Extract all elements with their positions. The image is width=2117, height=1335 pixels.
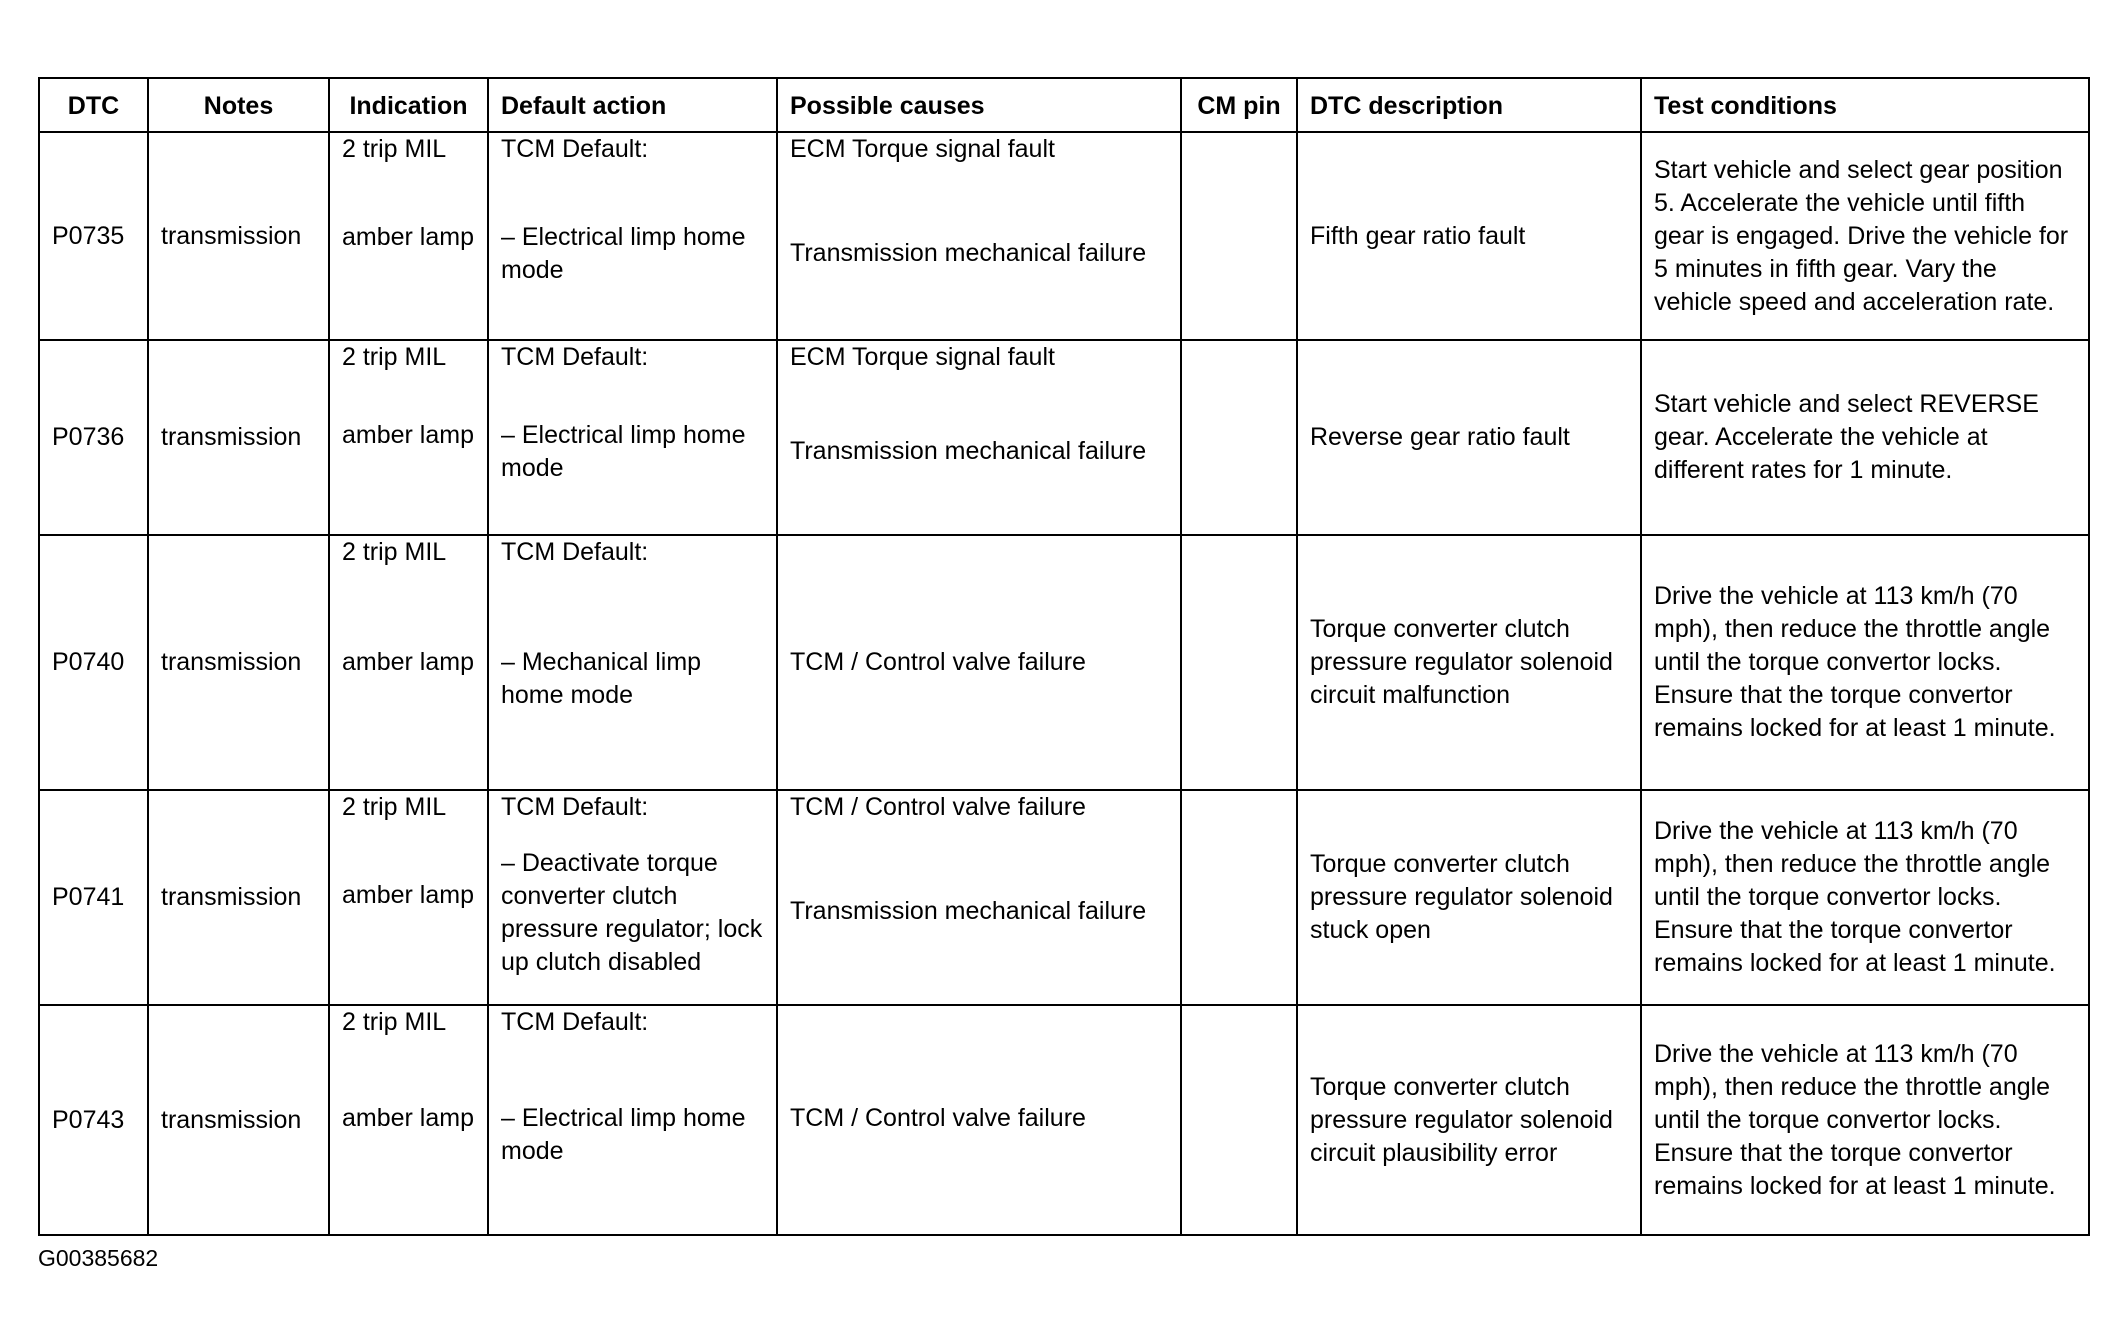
default-action-cell	[488, 1005, 777, 1235]
default-action-cell	[488, 340, 777, 535]
possible-causes-cell	[777, 132, 1181, 340]
dtc-description-cell: Torque converter clutch pressure regulator solenoid circuit plausibility error	[1297, 1005, 1641, 1235]
header-possible-causes: Possible causes	[777, 78, 1181, 132]
cause-bottom: Transmission mechanical failure	[790, 239, 1147, 267]
cm-pin-cell	[1181, 132, 1297, 340]
indication-cell	[329, 790, 488, 1005]
indication-bottom: amber lamp	[342, 881, 474, 909]
default-action-top: TCM Default:	[501, 1008, 649, 1036]
indication-top: 2 trip MIL	[342, 343, 447, 371]
table-row	[39, 132, 2089, 340]
test-conditions-cell: Start vehicle and select REVERSE gear. Accelerate the vehicle at different rates for 1 minute.	[1641, 340, 2089, 535]
cause-bottom: TCM / Control valve failure	[790, 1104, 1086, 1132]
header-default-action: Default action	[488, 78, 777, 132]
default-action-cell	[488, 132, 777, 340]
default-action-top: TCM Default:	[501, 343, 649, 371]
test-conditions-cell: Drive the vehicle at 113 km/h (70 mph), then reduce the throttle angle until the torque convertor locks. Ensure that the torque convertor remains locked for at least 1 minute.	[1641, 790, 2089, 1005]
default-action-bottom: – Electrical limp home mode	[501, 1104, 746, 1165]
header-cm-pin: CM pin	[1181, 78, 1297, 132]
dtc-description-cell: Fifth gear ratio fault	[1297, 132, 1641, 340]
dtc-description-cell: Reverse gear ratio fault	[1297, 340, 1641, 535]
possible-causes-cell	[777, 790, 1181, 1005]
default-action-bottom: – Electrical limp home mode	[501, 421, 746, 482]
dtc-code: P0741	[39, 790, 148, 1005]
header-row	[39, 78, 2089, 132]
dtc-description-cell: Torque converter clutch pressure regulator solenoid circuit malfunction	[1297, 535, 1641, 790]
dtc-code: P0743	[39, 1005, 148, 1235]
indication-top: 2 trip MIL	[342, 1008, 447, 1036]
cm-pin-cell	[1181, 1005, 1297, 1235]
header-dtc: DTC	[39, 78, 148, 132]
indication-bottom: amber lamp	[342, 1104, 474, 1132]
header-test-conditions: Test conditions	[1641, 78, 2089, 132]
default-action-top: TCM Default:	[501, 793, 649, 821]
header-dtc-description: DTC description	[1297, 78, 1641, 132]
possible-causes-cell	[777, 1005, 1181, 1235]
cause-bottom: Transmission mechanical failure	[790, 437, 1147, 465]
figure-id-caption: G00385682	[38, 1245, 159, 1271]
indication-cell	[329, 1005, 488, 1235]
test-conditions-cell: Drive the vehicle at 113 km/h (70 mph), then reduce the throttle angle until the torque convertor locks. Ensure that the torque convertor remains locked for at least 1 minute.	[1641, 1005, 2089, 1235]
header-indication: Indication	[329, 78, 488, 132]
dtc-code: P0735	[39, 132, 148, 340]
table-row	[39, 1005, 2089, 1235]
cm-pin-cell	[1181, 340, 1297, 535]
default-action-bottom: – Electrical limp home mode	[501, 223, 746, 284]
indication-top: 2 trip MIL	[342, 135, 447, 163]
default-action-top: TCM Default:	[501, 135, 649, 163]
indication-bottom: amber lamp	[342, 421, 474, 449]
table-row	[39, 790, 2089, 1005]
cause-top: ECM Torque signal fault	[790, 135, 1055, 163]
test-conditions-cell: Drive the vehicle at 113 km/h (70 mph), then reduce the throttle angle until the torque convertor locks. Ensure that the torque convertor remains locked for at least 1 minute.	[1641, 535, 2089, 790]
indication-bottom: amber lamp	[342, 648, 474, 676]
possible-causes-cell	[777, 535, 1181, 790]
notes-cell: transmission	[148, 132, 329, 340]
cm-pin-cell	[1181, 790, 1297, 1005]
default-action-bottom: – Mechanical limp home mode	[501, 648, 702, 709]
cm-pin-cell	[1181, 535, 1297, 790]
table-row	[39, 535, 2089, 790]
header-notes: Notes	[148, 78, 329, 132]
indication-cell	[329, 340, 488, 535]
notes-cell: transmission	[148, 790, 329, 1005]
cause-top: ECM Torque signal fault	[790, 343, 1055, 371]
cause-bottom: Transmission mechanical failure	[790, 897, 1147, 925]
notes-cell: transmission	[148, 340, 329, 535]
notes-cell: transmission	[148, 1005, 329, 1235]
indication-bottom: amber lamp	[342, 223, 474, 251]
default-action-cell	[488, 790, 777, 1005]
default-action-top: TCM Default:	[501, 538, 649, 566]
indication-top: 2 trip MIL	[342, 538, 447, 566]
dtc-table	[38, 77, 2090, 1236]
cause-bottom: TCM / Control valve failure	[790, 648, 1086, 676]
dtc-description-cell: Torque converter clutch pressure regulator solenoid stuck open	[1297, 790, 1641, 1005]
possible-causes-cell	[777, 340, 1181, 535]
default-action-bottom: – Deactivate torque converter clutch pressure regulator; lock up clutch disabled	[501, 849, 763, 976]
indication-top: 2 trip MIL	[342, 793, 447, 821]
test-conditions-cell: Start vehicle and select gear position 5. Accelerate the vehicle until fifth gear is engaged. Drive the vehicle for 5 minutes in fifth gear. Vary the vehicle speed and acceleration rate.	[1641, 132, 2089, 340]
dtc-code: P0736	[39, 340, 148, 535]
cause-top: TCM / Control valve failure	[790, 793, 1086, 821]
table-row	[39, 340, 2089, 535]
indication-cell	[329, 535, 488, 790]
indication-cell	[329, 132, 488, 340]
notes-cell: transmission	[148, 535, 329, 790]
dtc-code: P0740	[39, 535, 148, 790]
default-action-cell	[488, 535, 777, 790]
